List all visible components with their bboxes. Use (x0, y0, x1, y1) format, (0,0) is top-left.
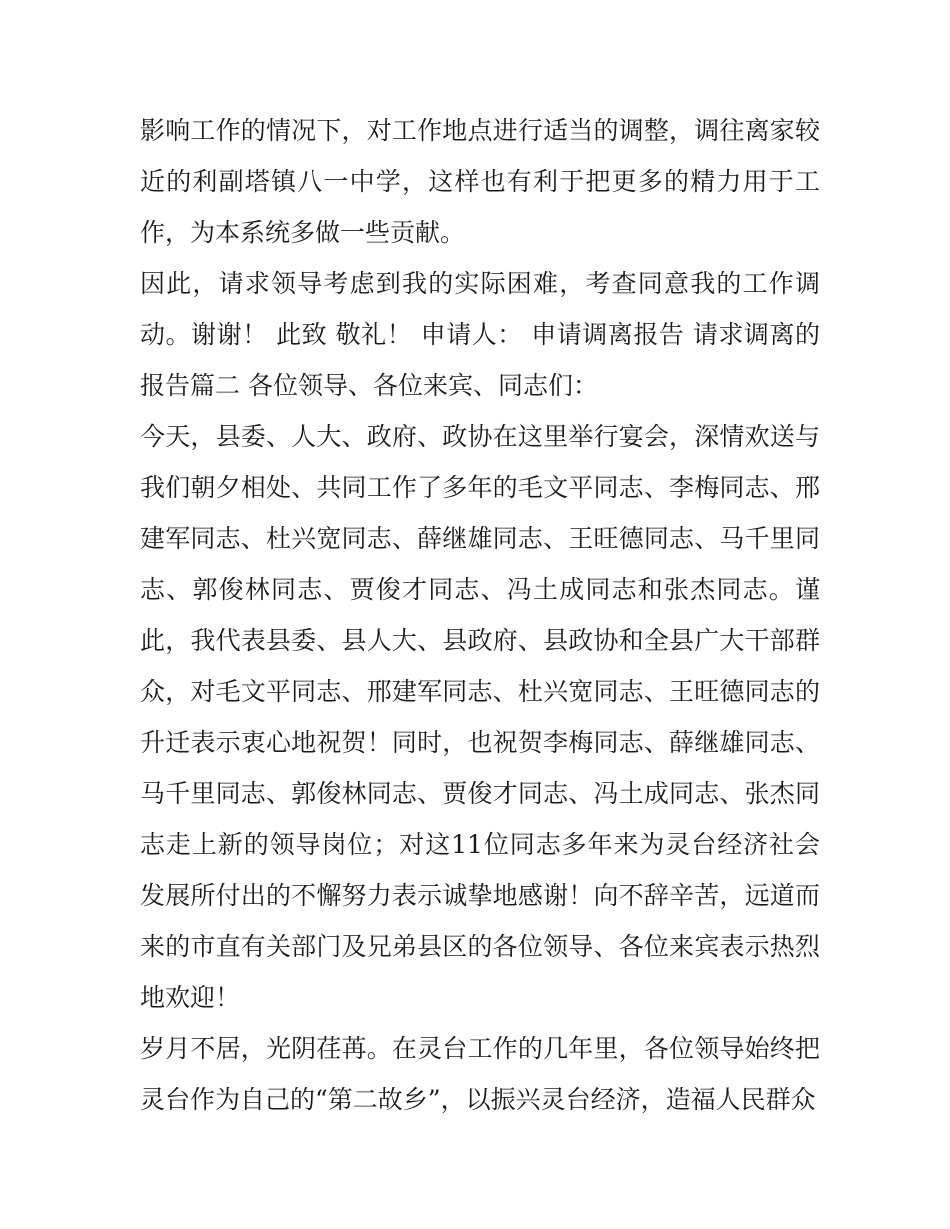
paragraph-1: 影响工作的情况下，对工作地点进行适当的调整，调往离家较近的利副塔镇八一中学，这样也有利于把更多的精力用于工作，为本系统多做一些贡献。 (140, 116, 820, 247)
document-body (140, 105, 820, 1125)
paragraph-2: 因此，请求领导考虑到我的实际困难，考查同意我的工作调动。谢谢！ 此致 敬礼！ 申请人： 申请调离报告 请求调离的报告篇二 各位领导、各位来宾、同志们： (140, 269, 820, 400)
paragraph-3: 今天，县委、人大、政府、政协在这里举行宴会，深情欢送与我们朝夕相处、共同工作了多年的毛文平同志、李梅同志、邢建军同志、杜兴宽同志、薛继雄同志、王旺德同志、马千里同志、郭俊林同志、贾俊才同志、冯土成同志和张杰同志。谨此，我代表县委、县人大、县政府、县政协和全县广大干部群众，对毛文平同志、邢建军同志、杜兴宽同志、王旺德同志的升迁表示衷心地祝贺！同时，也祝贺李梅同志、薛继雄同志、马千里同志、郭俊林同志、贾俊才同志、冯土成同志、张杰同志走上新的领导岗位；对这11位同志多年来为灵台经济社会发展所付出的不懈努力表示诚挚地感谢！向不辞辛苦，远道而来的市直有关部门及兄弟县区的各位领导、各位来宾表示热烈地欢迎！ (140, 422, 820, 1012)
paragraph-4: 岁月不居，光阴荏苒。在灵台工作的几年里，各位领导始终把灵台作为自己的“第二故乡”，以振兴灵台经济，造福人民群众 (140, 1034, 820, 1114)
